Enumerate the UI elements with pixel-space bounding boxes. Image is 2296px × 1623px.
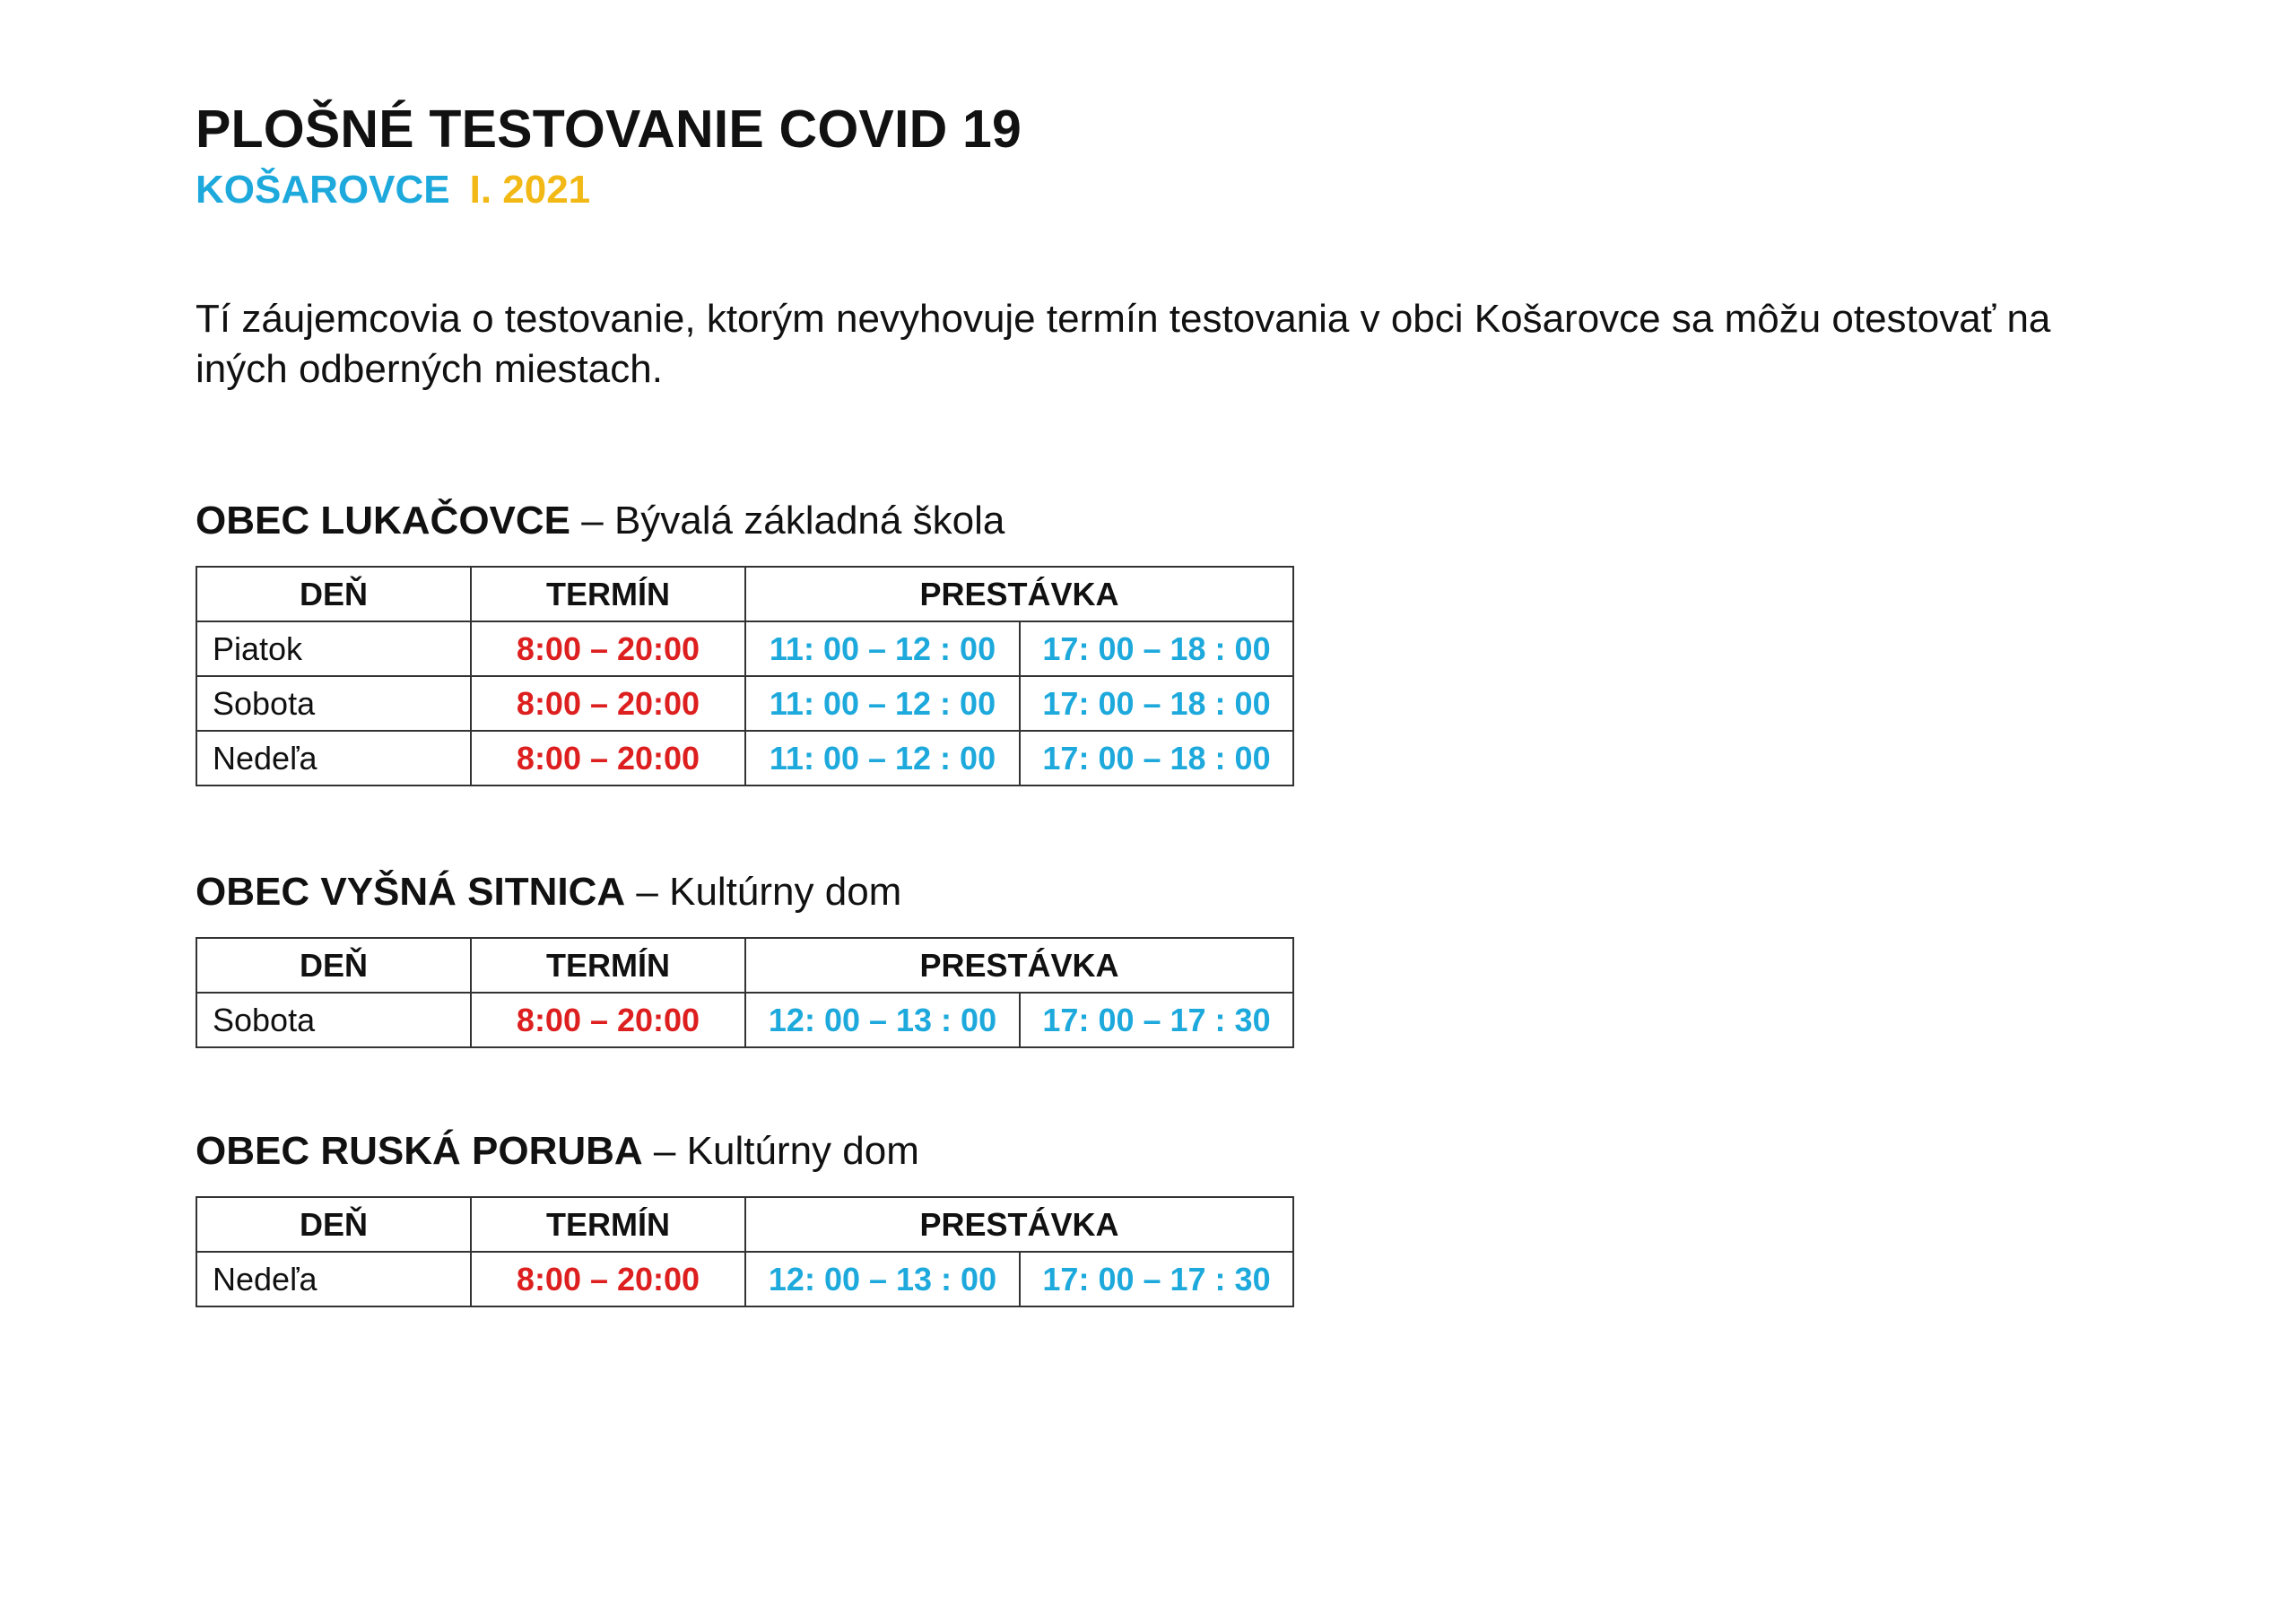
cell-break-2: 17: 00 – 18 : 00 [1020,621,1293,676]
subtitle-place: KOŠAROVCE [196,168,450,212]
village-name: OBEC RUSKÁ PORUBA [196,1129,643,1173]
intro-paragraph: Tí záujemcovia o testovanie, ktorým nevyhovuje termín testovania v obci Košarovce sa môžu otestovať na iných odberných miestach. [196,297,2051,391]
section-ruska-poruba [196,1126,1294,1307]
cell-day: Piatok [196,621,471,676]
village-name: OBEC LUKAČOVCE [196,499,571,542]
table-header-row [196,938,1293,993]
cell-break-1: 11: 00 – 12 : 00 [745,676,1020,731]
header-day: DEŇ [196,567,471,621]
schedule-table [196,1196,1294,1307]
schedule-table [196,566,1294,786]
section-heading [196,1126,1294,1176]
cell-break-1: 12: 00 – 13 : 00 [745,993,1020,1047]
cell-break-2: 17: 00 – 17 : 30 [1020,993,1293,1047]
cell-term: 8:00 – 20:00 [471,993,745,1047]
cell-break-1: 11: 00 – 12 : 00 [745,621,1020,676]
cell-day: Nedeľa [196,1252,471,1306]
section-lukacovce [196,496,1294,786]
section-vysna-sitnica [196,867,1294,1048]
table-row [196,621,1293,676]
header-break: PRESTÁVKA [745,567,1293,621]
header-day: DEŇ [196,1197,471,1252]
village-name: OBEC VYŠNÁ SITNICA [196,870,626,914]
table-header-row [196,1197,1293,1252]
cell-term: 8:00 – 20:00 [471,676,745,731]
table-header-row [196,567,1293,621]
cell-break-1: 11: 00 – 12 : 00 [745,731,1020,785]
cell-day: Sobota [196,676,471,731]
cell-term: 8:00 – 20:00 [471,621,745,676]
document-page [196,97,2124,1298]
section-heading [196,867,1294,917]
header-day: DEŇ [196,938,471,993]
cell-break-2: 17: 00 – 18 : 00 [1020,731,1293,785]
table-row [196,731,1293,785]
cell-break-2: 17: 00 – 17 : 30 [1020,1252,1293,1306]
header-term: TERMÍN [471,938,745,993]
table-row [196,1252,1293,1306]
village-location: – Kultúrny dom [642,1129,919,1173]
section-heading [196,496,1294,546]
cell-term: 8:00 – 20:00 [471,1252,745,1306]
subtitle-period: I. 2021 [469,168,591,212]
table-row [196,676,1293,731]
header-break: PRESTÁVKA [745,938,1293,993]
page-subtitle [196,165,2124,215]
village-location: – Bývalá základná škola [570,499,1005,542]
schedule-table [196,937,1294,1048]
page-title: PLOŠNÉ TESTOVANIE COVID 19 [196,100,1022,159]
header-break: PRESTÁVKA [745,1197,1293,1252]
village-location: – Kultúrny dom [625,870,902,914]
cell-break-2: 17: 00 – 18 : 00 [1020,676,1293,731]
header-term: TERMÍN [471,567,745,621]
cell-day: Sobota [196,993,471,1047]
cell-term: 8:00 – 20:00 [471,731,745,785]
cell-day: Nedeľa [196,731,471,785]
header-term: TERMÍN [471,1197,745,1252]
table-row [196,993,1293,1047]
cell-break-1: 12: 00 – 13 : 00 [745,1252,1020,1306]
